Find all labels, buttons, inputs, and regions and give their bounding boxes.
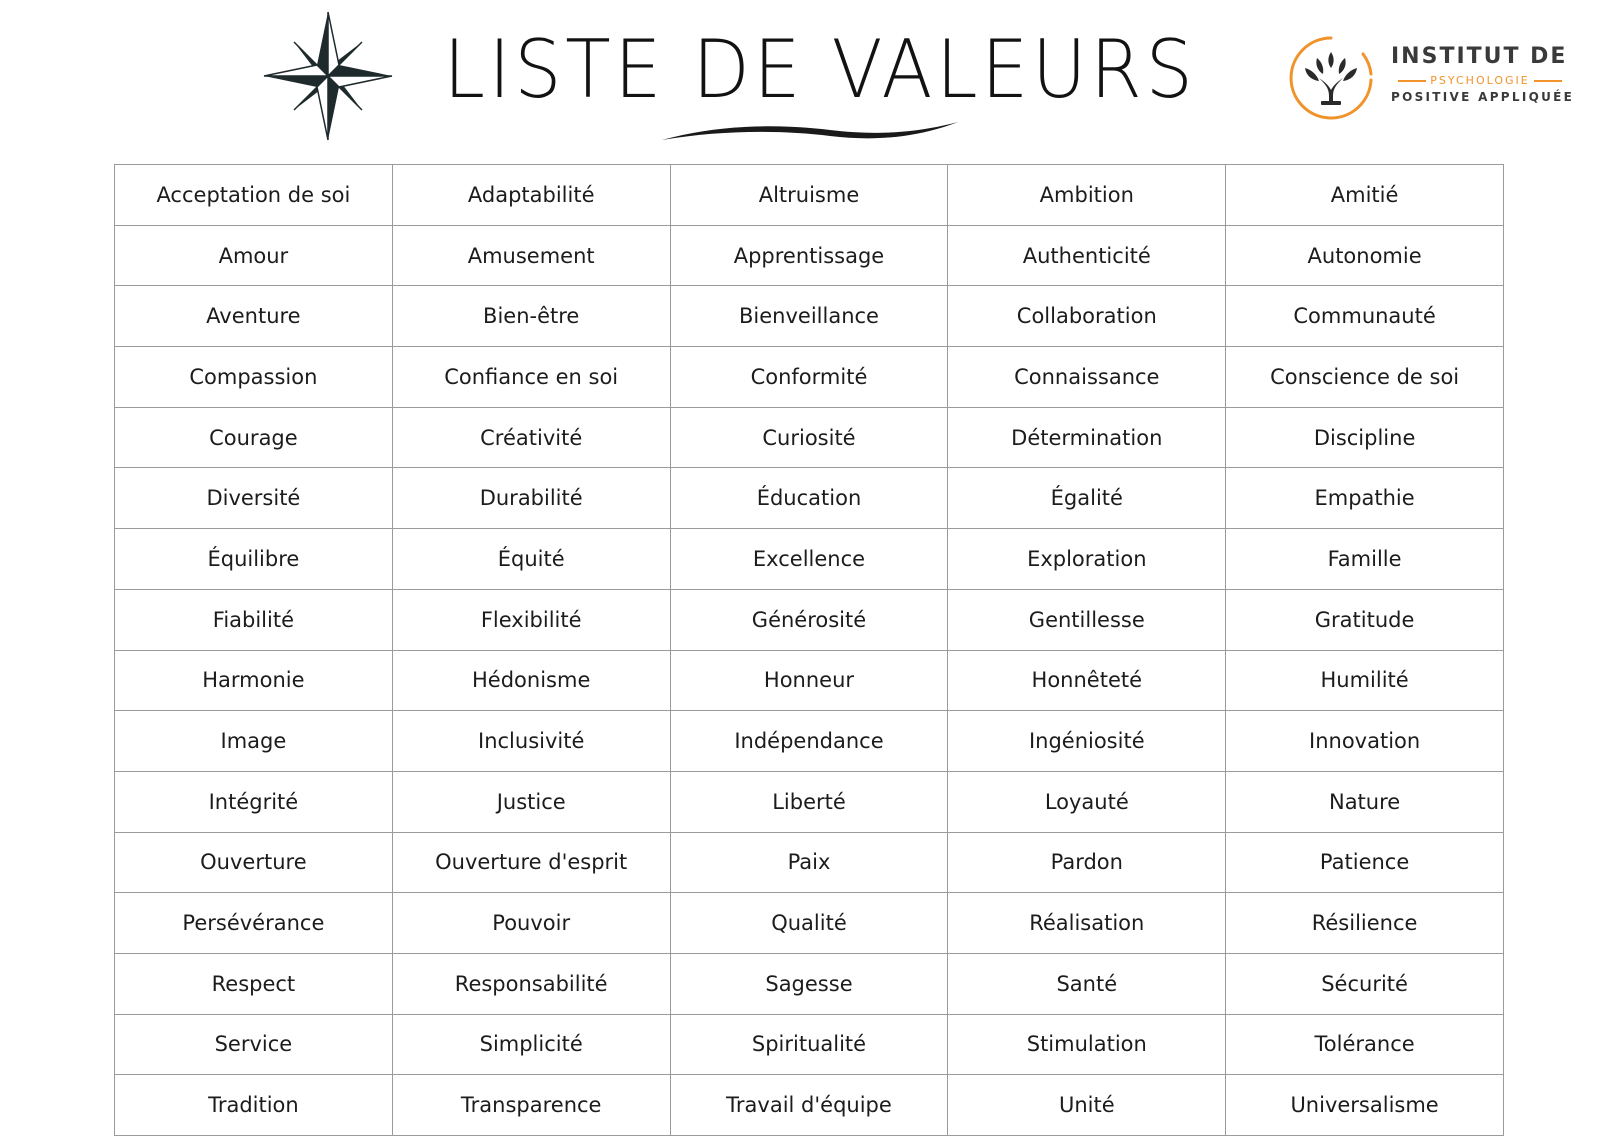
value-cell: Stimulation xyxy=(948,1014,1226,1075)
value-cell: Diversité xyxy=(115,468,393,529)
value-cell: Gratitude xyxy=(1226,589,1504,650)
value-cell: Curiosité xyxy=(670,407,948,468)
value-cell: Patience xyxy=(1226,832,1504,893)
value-cell: Flexibilité xyxy=(392,589,670,650)
value-cell: Liberté xyxy=(670,771,948,832)
value-cell: Tolérance xyxy=(1226,1014,1504,1075)
value-cell: Communauté xyxy=(1226,286,1504,347)
value-cell: Image xyxy=(115,711,393,772)
compass-rose-icon xyxy=(262,10,394,142)
table-row xyxy=(115,347,1504,408)
value-cell: Exploration xyxy=(948,529,1226,590)
table-row xyxy=(115,771,1504,832)
value-cell: Persévérance xyxy=(115,893,393,954)
value-cell: Humilité xyxy=(1226,650,1504,711)
table-row xyxy=(115,407,1504,468)
value-cell: Confiance en soi xyxy=(392,347,670,408)
table-row xyxy=(115,225,1504,286)
table-row xyxy=(115,165,1504,226)
value-cell: Courage xyxy=(115,407,393,468)
value-cell: Indépendance xyxy=(670,711,948,772)
value-cell: Équité xyxy=(392,529,670,590)
value-cell: Excellence xyxy=(670,529,948,590)
value-cell: Amour xyxy=(115,225,393,286)
table-row xyxy=(115,589,1504,650)
value-cell: Qualité xyxy=(670,893,948,954)
value-cell: Bienveillance xyxy=(670,286,948,347)
logo-text-line2 xyxy=(1391,74,1569,87)
value-cell: Sécurité xyxy=(1226,953,1504,1014)
value-cell: Collaboration xyxy=(948,286,1226,347)
value-cell: Honneur xyxy=(670,650,948,711)
value-cell: Apprentissage xyxy=(670,225,948,286)
table-row xyxy=(115,529,1504,590)
value-cell: Sagesse xyxy=(670,953,948,1014)
value-cell: Ambition xyxy=(948,165,1226,226)
value-cell: Compassion xyxy=(115,347,393,408)
table-row xyxy=(115,832,1504,893)
table-row xyxy=(115,286,1504,347)
value-cell: Générosité xyxy=(670,589,948,650)
value-cell: Service xyxy=(115,1014,393,1075)
value-cell: Hédonisme xyxy=(392,650,670,711)
value-cell: Éducation xyxy=(670,468,948,529)
value-cell: Loyauté xyxy=(948,771,1226,832)
value-cell: Fiabilité xyxy=(115,589,393,650)
table-row xyxy=(115,468,1504,529)
page-title: LISTE DE VALEURS xyxy=(443,23,1197,116)
value-cell: Altruisme xyxy=(670,165,948,226)
value-cell: Ouverture xyxy=(115,832,393,893)
table-row xyxy=(115,1014,1504,1075)
value-cell: Ingéniosité xyxy=(948,711,1226,772)
logo-text-line3: POSITIVE APPLIQUÉE xyxy=(1391,90,1575,104)
value-cell: Responsabilité xyxy=(392,953,670,1014)
value-cell: Respect xyxy=(115,953,393,1014)
value-cell: Équilibre xyxy=(115,529,393,590)
value-cell: Durabilité xyxy=(392,468,670,529)
value-cell: Créativité xyxy=(392,407,670,468)
value-cell: Transparence xyxy=(392,1075,670,1136)
value-cell: Discipline xyxy=(1226,407,1504,468)
value-cell: Adaptabilité xyxy=(392,165,670,226)
table-row xyxy=(115,650,1504,711)
value-cell: Spiritualité xyxy=(670,1014,948,1075)
value-cell: Connaissance xyxy=(948,347,1226,408)
value-cell: Paix xyxy=(670,832,948,893)
value-cell: Empathie xyxy=(1226,468,1504,529)
value-cell: Travail d'équipe xyxy=(670,1075,948,1136)
value-cell: Aventure xyxy=(115,286,393,347)
value-cell: Gentillesse xyxy=(948,589,1226,650)
value-cell: Acceptation de soi xyxy=(115,165,393,226)
value-cell: Autonomie xyxy=(1226,225,1504,286)
institute-logo xyxy=(1285,34,1585,124)
value-cell: Universalisme xyxy=(1226,1075,1504,1136)
logo-text-psychologie: PSYCHOLOGIE xyxy=(1430,74,1530,87)
value-cell: Intégrité xyxy=(115,771,393,832)
value-cell: Détermination xyxy=(948,407,1226,468)
value-cell: Harmonie xyxy=(115,650,393,711)
value-cell: Famille xyxy=(1226,529,1504,590)
logo-text-line1: INSTITUT DE xyxy=(1391,44,1568,69)
value-cell: Réalisation xyxy=(948,893,1226,954)
value-cell: Authenticité xyxy=(948,225,1226,286)
logo-dash-right xyxy=(1534,80,1562,82)
logo-dash-left xyxy=(1398,80,1426,82)
value-cell: Égalité xyxy=(948,468,1226,529)
value-cell: Amitié xyxy=(1226,165,1504,226)
value-cell: Résilience xyxy=(1226,893,1504,954)
value-cell: Bien-être xyxy=(392,286,670,347)
table-row xyxy=(115,711,1504,772)
value-cell: Inclusivité xyxy=(392,711,670,772)
value-cell: Amusement xyxy=(392,225,670,286)
table-row xyxy=(115,1075,1504,1136)
value-cell: Conformité xyxy=(670,347,948,408)
values-table xyxy=(114,164,1504,1136)
value-cell: Santé xyxy=(948,953,1226,1014)
value-cell: Justice xyxy=(392,771,670,832)
value-cell: Pouvoir xyxy=(392,893,670,954)
value-cell: Unité xyxy=(948,1075,1226,1136)
tree-logo-icon xyxy=(1285,34,1377,120)
table-row xyxy=(115,953,1504,1014)
title-underline-swoosh xyxy=(660,118,960,146)
value-cell: Conscience de soi xyxy=(1226,347,1504,408)
value-cell: Honnêteté xyxy=(948,650,1226,711)
value-cell: Tradition xyxy=(115,1075,393,1136)
table-row xyxy=(115,893,1504,954)
value-cell: Nature xyxy=(1226,771,1504,832)
value-cell: Simplicité xyxy=(392,1014,670,1075)
value-cell: Pardon xyxy=(948,832,1226,893)
value-cell: Innovation xyxy=(1226,711,1504,772)
value-cell: Ouverture d'esprit xyxy=(392,832,670,893)
